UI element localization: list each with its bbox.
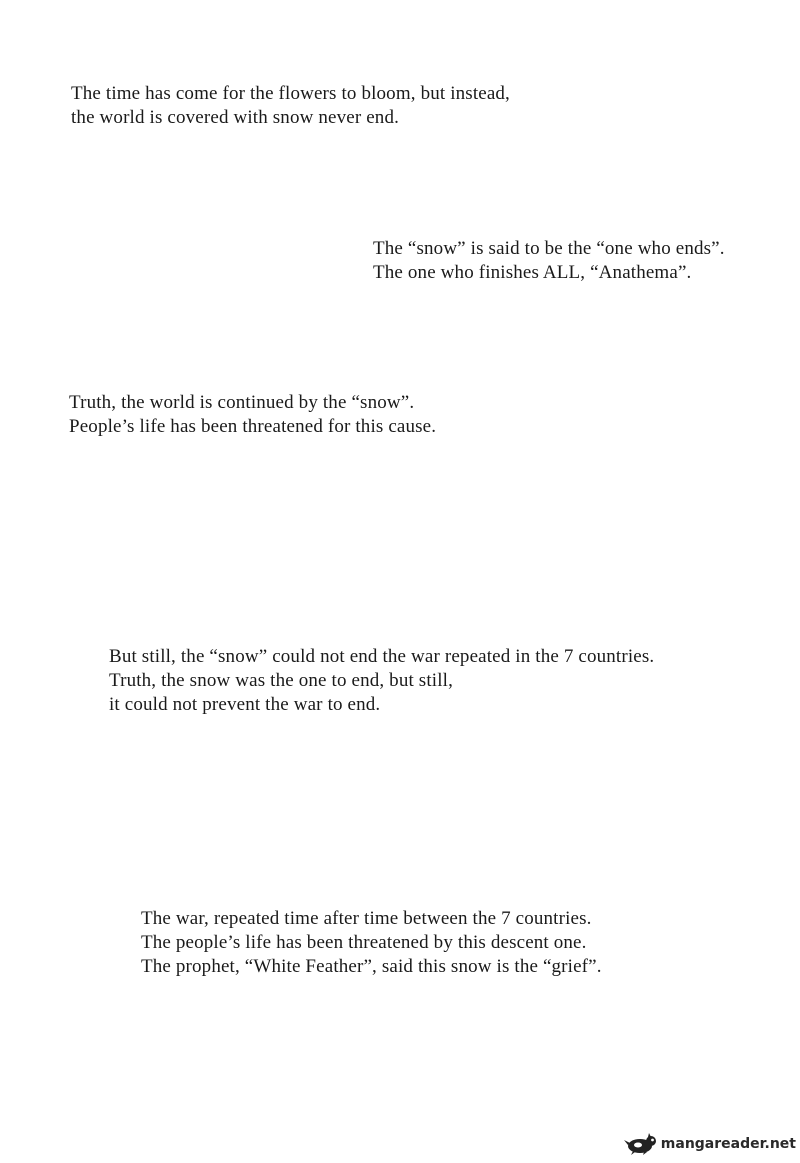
text-block-4 (109, 645, 654, 717)
text-line: People’s life has been threatened for this cause. (69, 416, 437, 437)
text-line: The “snow” is said to be the “one who ends”. (373, 238, 725, 259)
text-line: The people’s life has been threatened by this descent one. (141, 932, 587, 953)
text-line: it could not prevent the war to end. (109, 694, 381, 715)
text-line: The war, repeated time after time between the 7 countries. (141, 908, 592, 929)
watermark-text: mangareader.net (660, 1136, 796, 1152)
text-block-2 (373, 237, 725, 285)
text-block-1 (71, 82, 510, 130)
mascot-logo-icon (624, 1133, 658, 1155)
text-line: Truth, the snow was the one to end, but still, (109, 670, 453, 691)
text-block-5 (141, 907, 602, 979)
text-line: The time has come for the flowers to bloom, but instead, (71, 83, 510, 104)
text-line: Truth, the world is continued by the “snow”. (69, 392, 415, 413)
text-block-3 (69, 391, 436, 439)
watermark (624, 1133, 796, 1155)
text-line: But still, the “snow” could not end the war repeated in the 7 countries. (109, 646, 655, 667)
text-line: The prophet, “White Feather”, said this snow is the “grief”. (141, 956, 602, 977)
text-line: The one who finishes ALL, “Anathema”. (373, 262, 692, 283)
text-line: the world is covered with snow never end. (71, 107, 400, 128)
